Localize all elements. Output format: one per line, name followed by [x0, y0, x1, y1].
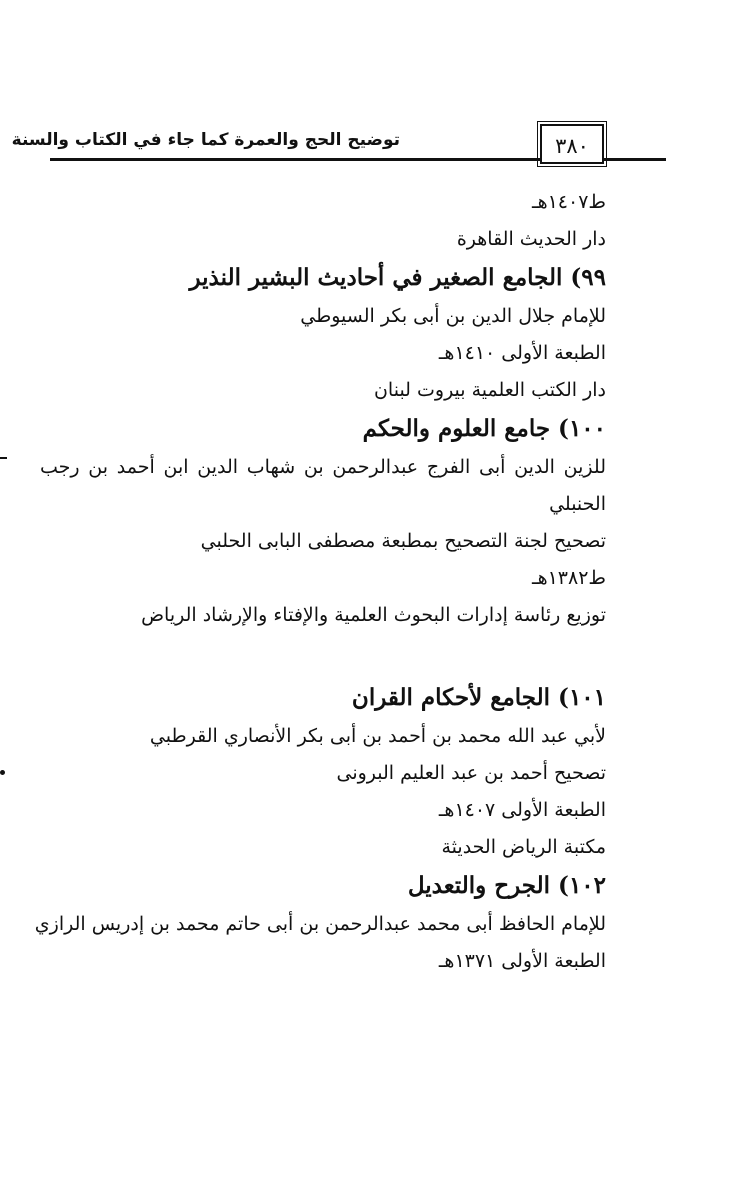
section-spacer — [40, 634, 606, 678]
entry-line: للإمام جلال الدين بن أبى بكر السيوطي — [300, 305, 606, 327]
entry-line: تصحيح أحمد بن عبد العليم البرونى — [336, 762, 606, 784]
entry-line: تصحيح لجنة التصحيح بمطبعة مصطفى البابى الحلبي — [200, 530, 606, 552]
entry-line: مكتبة الرياض الحديثة — [441, 836, 606, 858]
entry-line: للزين الدين أبى الفرج عبدالرحمن بن شهاب الدين ابن أحمد بن رجب — [40, 456, 606, 478]
margin-dot-mark — [0, 770, 5, 775]
margin-tick-mark — [0, 457, 7, 459]
entry-line: الطبعة الأولى ١٤١٠هـ — [438, 342, 606, 364]
entry-heading: ٩٩) الجامع الصغير في أحاديث البشير النذير — [189, 264, 606, 291]
page-number: ٣٨٠ — [540, 124, 604, 164]
entry-line: دار الكتب العلمية بيروت لبنان — [373, 379, 606, 401]
running-header — [11, 120, 666, 166]
bibliography-entries — [34, 184, 606, 980]
entry-heading: ١٠١) الجامع لأحكام القران — [351, 684, 606, 711]
entry-heading: ١٠٢) الجرح والتعديل — [407, 872, 606, 899]
entry-line: دار الحديث القاهرة — [456, 228, 606, 250]
entry-line: الطبعة الأولى ١٤٠٧هـ — [438, 799, 606, 821]
entry-heading: ١٠٠) جامع العلوم والحكم — [362, 415, 606, 442]
entry-line: ط١٤٠٧هـ — [532, 191, 606, 213]
entry-line: الطبعة الأولى ١٣٧١هـ — [438, 950, 606, 972]
entry-line: لأبي عبد الله محمد بن أحمد بن أبى بكر الأنصاري القرطبي — [149, 725, 606, 747]
entry-line: ط١٣٨٢هـ — [532, 567, 606, 589]
entry-line: توزيع رئاسة إدارات البحوث العلمية والإفتاء والإرشاد الرياض — [141, 604, 606, 626]
entry-line: الحنبلي — [549, 493, 606, 515]
entry-line: للإمام الحافظ أبى محمد عبدالرحمن بن أبى حاتم محمد بن إدريس الرازي — [34, 913, 606, 935]
running-title: توضيح الحج والعمرة كما جاء في الكتاب والسنة — [11, 130, 400, 150]
